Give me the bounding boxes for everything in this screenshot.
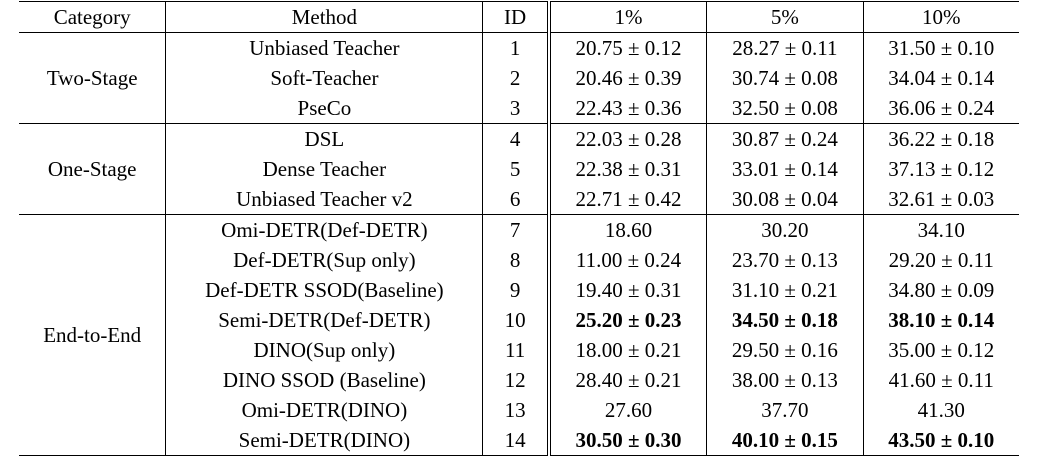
id-cell: 3 xyxy=(483,93,549,124)
id-cell: 10 xyxy=(483,305,549,335)
category-cell: One-Stage xyxy=(19,124,166,215)
table-row xyxy=(19,425,1019,456)
value-1-percent-cell: 18.00 ± 0.21 xyxy=(549,335,707,365)
value-5-percent-cell: 40.10 ± 0.15 xyxy=(707,425,863,456)
id-cell: 8 xyxy=(483,245,549,275)
value-1-percent-cell: 28.40 ± 0.21 xyxy=(549,365,707,395)
value-1-percent-cell: 20.46 ± 0.39 xyxy=(549,63,707,93)
value-10-percent-cell: 34.04 ± 0.14 xyxy=(888,66,995,90)
value-10-percent-cell: 34.80 ± 0.09 xyxy=(888,278,995,302)
value-5-percent-cell: 34.50 ± 0.18 xyxy=(707,305,863,335)
table-row xyxy=(19,33,1019,64)
value-1-percent-cell: 22.03 ± 0.28 xyxy=(549,124,707,155)
id-cell: 2 xyxy=(483,63,549,93)
value-1-percent-cell: 19.40 ± 0.31 xyxy=(549,275,707,305)
header-row xyxy=(19,2,1019,33)
id-cell: 4 xyxy=(483,124,549,155)
value-1-percent-cell: 11.00 ± 0.24 xyxy=(549,245,707,275)
table-row xyxy=(19,395,1019,425)
value-10-percent-cell: 36.22 ± 0.18 xyxy=(888,127,995,151)
table-row xyxy=(19,154,1019,184)
value-5-percent-cell: 30.74 ± 0.08 xyxy=(707,63,863,93)
value-1-percent-cell: 25.20 ± 0.23 xyxy=(549,305,707,335)
value-5-percent-cell: 30.08 ± 0.04 xyxy=(707,184,863,215)
table-row xyxy=(19,365,1019,395)
value-5-percent-cell: 31.10 ± 0.21 xyxy=(707,275,863,305)
id-cell: 11 xyxy=(483,335,549,365)
value-5-percent-cell: 33.01 ± 0.14 xyxy=(707,154,863,184)
table-row xyxy=(19,305,1019,335)
id-cell: 5 xyxy=(483,154,549,184)
method-cell: PseCo xyxy=(297,96,352,120)
method-cell: Semi-DETR(Def-DETR) xyxy=(218,308,431,332)
value-10-percent-cell: 31.50 ± 0.10 xyxy=(888,36,995,60)
header-10-percent: 10% xyxy=(922,5,961,29)
header-1-percent: 1% xyxy=(549,2,707,33)
value-10-percent-cell: 34.10 xyxy=(917,218,965,242)
table-group xyxy=(19,215,1019,456)
value-5-percent-cell: 30.20 xyxy=(707,215,863,246)
method-cell: DSL xyxy=(304,127,345,151)
value-10-percent-cell: 32.61 ± 0.03 xyxy=(888,187,995,211)
value-1-percent-cell: 20.75 ± 0.12 xyxy=(549,33,707,64)
value-10-percent-cell: 29.20 ± 0.11 xyxy=(888,248,994,272)
value-10-percent-cell: 41.60 ± 0.11 xyxy=(888,368,994,392)
method-cell: Dense Teacher xyxy=(262,157,387,181)
id-cell: 6 xyxy=(483,184,549,215)
method-cell: Omi-DETR(DINO) xyxy=(241,398,408,422)
value-5-percent-cell: 32.50 ± 0.08 xyxy=(707,93,863,124)
value-10-percent-cell: 35.00 ± 0.12 xyxy=(888,338,995,362)
method-cell: DINO SSOD (Baseline) xyxy=(222,368,426,392)
value-1-percent-cell: 18.60 xyxy=(549,215,707,246)
value-1-percent-cell: 22.43 ± 0.36 xyxy=(549,93,707,124)
value-1-percent-cell: 30.50 ± 0.30 xyxy=(549,425,707,456)
value-5-percent-cell: 38.00 ± 0.13 xyxy=(707,365,863,395)
value-10-percent-cell: 43.50 ± 0.10 xyxy=(888,428,995,452)
value-1-percent-cell: 22.38 ± 0.31 xyxy=(549,154,707,184)
id-cell: 7 xyxy=(483,215,549,246)
value-5-percent-cell: 28.27 ± 0.11 xyxy=(707,33,863,64)
header-category: Category xyxy=(19,2,166,33)
value-5-percent-cell: 37.70 xyxy=(707,395,863,425)
table-header xyxy=(19,2,1019,33)
value-5-percent-cell: 30.87 ± 0.24 xyxy=(707,124,863,155)
table-group xyxy=(19,33,1019,124)
method-cell: Def-DETR(Sup only) xyxy=(233,248,416,272)
value-10-percent-cell: 41.30 xyxy=(917,398,965,422)
table-row xyxy=(19,275,1019,305)
table-row xyxy=(19,245,1019,275)
id-cell: 9 xyxy=(483,275,549,305)
header-5-percent: 5% xyxy=(707,2,863,33)
table-row xyxy=(19,63,1019,93)
value-10-percent-cell: 38.10 ± 0.14 xyxy=(888,308,995,332)
method-cell: Semi-DETR(DINO) xyxy=(238,428,411,452)
value-5-percent-cell: 29.50 ± 0.16 xyxy=(707,335,863,365)
value-10-percent-cell: 36.06 ± 0.24 xyxy=(888,96,995,120)
value-10-percent-cell: 37.13 ± 0.12 xyxy=(888,157,995,181)
value-1-percent-cell: 27.60 xyxy=(549,395,707,425)
value-5-percent-cell: 23.70 ± 0.13 xyxy=(707,245,863,275)
table-group xyxy=(19,124,1019,215)
table-row xyxy=(19,184,1019,215)
header-id: ID xyxy=(483,2,549,33)
header-method: Method xyxy=(291,5,358,29)
method-cell: Soft-Teacher xyxy=(270,66,379,90)
id-cell: 1 xyxy=(483,33,549,64)
table-row xyxy=(19,93,1019,124)
method-cell: Def-DETR SSOD(Baseline) xyxy=(205,278,444,302)
method-cell: Unbiased Teacher xyxy=(249,36,400,60)
method-cell: Omi-DETR(Def-DETR) xyxy=(221,218,428,242)
method-cell: Unbiased Teacher v2 xyxy=(236,187,413,211)
category-cell: Two-Stage xyxy=(19,33,166,124)
table-row xyxy=(19,335,1019,365)
id-cell: 13 xyxy=(483,395,549,425)
id-cell: 12 xyxy=(483,365,549,395)
value-1-percent-cell: 22.71 ± 0.42 xyxy=(549,184,707,215)
table-row xyxy=(19,215,1019,246)
category-cell: End-to-End xyxy=(19,215,166,456)
id-cell: 14 xyxy=(483,425,549,456)
results-table xyxy=(19,1,1019,456)
method-cell: DINO(Sup only) xyxy=(253,338,396,362)
table-row xyxy=(19,124,1019,155)
